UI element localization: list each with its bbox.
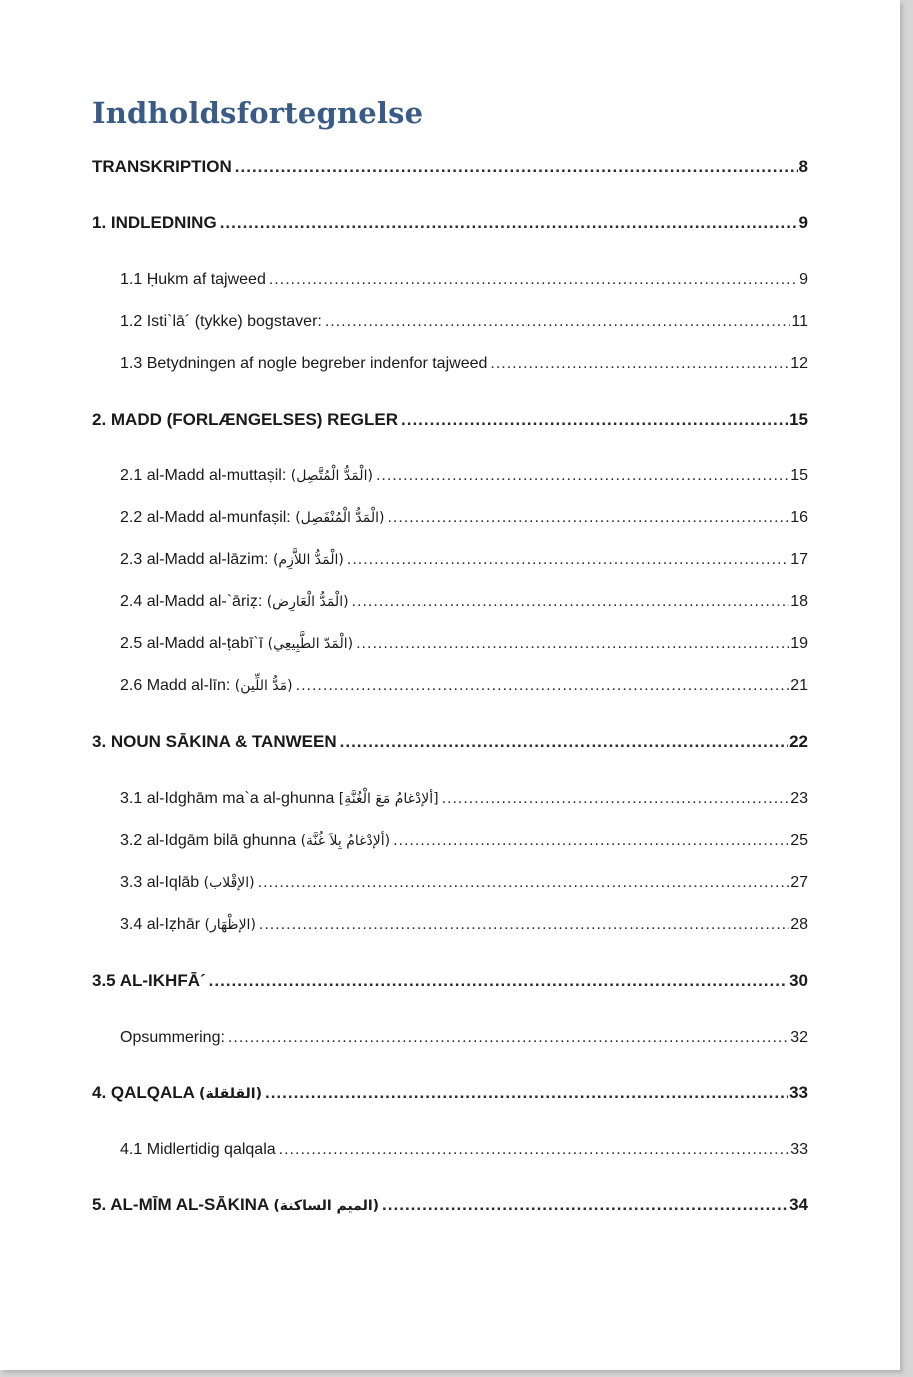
- toc-subentry[interactable]: [120, 505, 808, 531]
- toc-label: 2. MADD (FORLÆNGELSES) REGLER: [92, 410, 399, 429]
- toc-label: [120, 589, 349, 615]
- toc-label: 3. NOUN SĀKINA & TANWEEN: [92, 732, 337, 751]
- toc-subentry[interactable]: [120, 547, 808, 573]
- toc-page-number: 32: [790, 1029, 808, 1046]
- toc-page-number: 25: [790, 832, 808, 849]
- toc-label-arabic: (الْمَدُّ الْمُتَّصِل): [290, 468, 373, 484]
- toc-subentry[interactable]: [120, 267, 808, 293]
- toc-label: [120, 631, 353, 657]
- dot-leader: [387, 505, 789, 531]
- toc-entry[interactable]: [92, 210, 808, 236]
- toc-page-number: 21: [790, 677, 808, 694]
- toc-page-number: 27: [790, 874, 808, 891]
- toc-entry[interactable]: [92, 729, 808, 755]
- toc-page-number: 16: [790, 509, 808, 526]
- toc-page-number: 17: [790, 551, 808, 568]
- toc-label-latin: 4. QALQALA: [92, 1083, 200, 1102]
- toc-label-arabic: (الْمَدُّ الْعَارِض): [266, 594, 349, 610]
- toc-label: 1. INDLEDNING: [92, 213, 217, 232]
- toc-subentry[interactable]: [120, 828, 808, 854]
- dot-leader: [325, 309, 791, 335]
- toc-page-number: 30: [789, 971, 808, 990]
- dot-leader: [382, 1192, 788, 1218]
- dot-leader: [340, 729, 788, 755]
- toc-entry[interactable]: [92, 968, 808, 994]
- toc-label-latin: 2.4 al-Madd al-`āriẓ:: [120, 593, 267, 610]
- toc-subentry[interactable]: [120, 589, 808, 615]
- toc-label-arabic: (الْمَدُّ الْمُنْفَصِل): [295, 510, 385, 526]
- toc-subentry[interactable]: [120, 912, 808, 938]
- dot-leader: [265, 1080, 788, 1106]
- dot-leader: [296, 673, 790, 699]
- toc-subentry[interactable]: [120, 786, 808, 812]
- toc-label: 1.2 Isti`lā´ (tykke) bogstaver:: [120, 313, 322, 330]
- toc-subentry[interactable]: [120, 870, 808, 896]
- dot-leader: [269, 267, 798, 293]
- dot-leader: [352, 589, 790, 615]
- toc-label-arabic: (القلقلة): [199, 1086, 262, 1102]
- toc-page-number: 9: [799, 271, 808, 288]
- dot-leader: [490, 351, 789, 377]
- toc-subentry[interactable]: [120, 673, 808, 699]
- toc-label: [120, 828, 390, 854]
- dot-leader: [259, 912, 789, 938]
- toc-page-number: 9: [798, 213, 808, 232]
- toc-label-latin: 5. AL-MĪM AL-SĀKINA: [92, 1195, 274, 1214]
- toc-label: 1.3 Betydningen af nogle begreber indenfor tajweed: [120, 355, 488, 372]
- toc-label-latin: 2.1 al-Madd al-muttaṣil:: [120, 467, 291, 484]
- dot-leader: [393, 828, 789, 854]
- toc-entry[interactable]: [92, 1080, 808, 1106]
- toc-subentry[interactable]: [120, 309, 808, 335]
- toc-label-latin: 3.2 al-Idgām bilā ghunna: [120, 832, 301, 849]
- toc-subentry[interactable]: [120, 631, 808, 657]
- toc-label: 4.1 Midlertidig qalqala: [120, 1141, 276, 1158]
- toc-page-number: 11: [791, 313, 808, 330]
- dot-leader: [258, 870, 790, 896]
- toc-label: [120, 912, 256, 938]
- toc-label: [120, 547, 344, 573]
- toc-subentry[interactable]: [120, 351, 808, 377]
- dot-leader: [228, 1025, 789, 1051]
- toc-page-number: 23: [790, 790, 808, 807]
- toc-label: [92, 1192, 379, 1219]
- toc-page-number: 12: [790, 355, 808, 372]
- dot-leader: [279, 1137, 790, 1163]
- toc-label-arabic: [ألإدْغامُ مَعَ الْغُنَّةِ]: [338, 791, 439, 807]
- dot-leader: [220, 210, 798, 236]
- toc-label-latin: 3.3 al-Iqlāb: [120, 874, 204, 891]
- toc-label: 3.5 AL-IKHFĀ´: [92, 971, 206, 990]
- dot-leader: [376, 463, 789, 489]
- toc-page-number: 33: [789, 1083, 808, 1102]
- toc-label: [120, 463, 373, 489]
- toc-label: [120, 673, 293, 699]
- toc-label-latin: 2.6 Madd al-līn:: [120, 677, 235, 694]
- dot-leader: [442, 786, 790, 812]
- toc-label-latin: 3.1 al-Idghām ma`a al-ghunna: [120, 790, 339, 807]
- dot-leader: [235, 154, 798, 180]
- toc-subentry[interactable]: [120, 1025, 808, 1051]
- toc-label-arabic: (الإقْلاب): [203, 875, 255, 891]
- dot-leader: [347, 547, 789, 573]
- toc-label: [92, 1080, 262, 1107]
- dot-leader: [209, 968, 788, 994]
- page-title: Indholdsfortegnelse: [92, 96, 424, 130]
- toc-label-arabic: (مَدُّ اللِّين): [234, 678, 293, 694]
- toc-page-number: 34: [789, 1195, 808, 1214]
- toc-label-latin: 2.5 al-Madd al-ṭabī`ī: [120, 635, 268, 652]
- toc-entry[interactable]: [92, 1192, 808, 1218]
- toc-page-number: 8: [798, 157, 808, 176]
- toc-entry[interactable]: [92, 154, 808, 180]
- dot-leader: [356, 631, 789, 657]
- toc-label: Opsummering:: [120, 1029, 225, 1046]
- toc-label-latin: 2.3 al-Madd al-lāzim:: [120, 551, 273, 568]
- toc-label: [120, 870, 255, 896]
- toc-page-number: 19: [790, 635, 808, 652]
- toc-label-arabic: (الْمَدّ الطَّبِيعِي): [267, 636, 354, 652]
- toc-subentry[interactable]: [120, 1137, 808, 1163]
- toc-label-arabic: (الإظْهَار): [204, 917, 256, 933]
- toc-label: 1.1 Ḥukm af tajweed: [120, 271, 266, 288]
- toc-label-arabic: (ألإدْغامُ بِلاَ غُنَّة): [300, 833, 391, 849]
- toc-page-number: 28: [790, 916, 808, 933]
- toc-label-latin: 3.4 al-Iẓhār: [120, 916, 205, 933]
- toc-page-number: 15: [790, 467, 808, 484]
- toc-label-arabic: (الميم الساكنة): [273, 1198, 380, 1214]
- toc-page-number: 15: [789, 410, 808, 429]
- toc-label-arabic: (الْمَدُّ اللاَّزِم): [272, 552, 344, 568]
- toc-page-number: 18: [790, 593, 808, 610]
- toc-page-number: 33: [790, 1141, 808, 1158]
- toc-label: [120, 505, 384, 531]
- toc-label: [120, 786, 439, 812]
- toc-label: TRANSKRIPTION: [92, 157, 232, 176]
- toc-entry[interactable]: [92, 407, 808, 433]
- toc-page-number: 22: [789, 732, 808, 751]
- dot-leader: [401, 407, 788, 433]
- toc-subentry[interactable]: [120, 463, 808, 489]
- toc-label-latin: 2.2 al-Madd al-munfaṣil:: [120, 509, 296, 526]
